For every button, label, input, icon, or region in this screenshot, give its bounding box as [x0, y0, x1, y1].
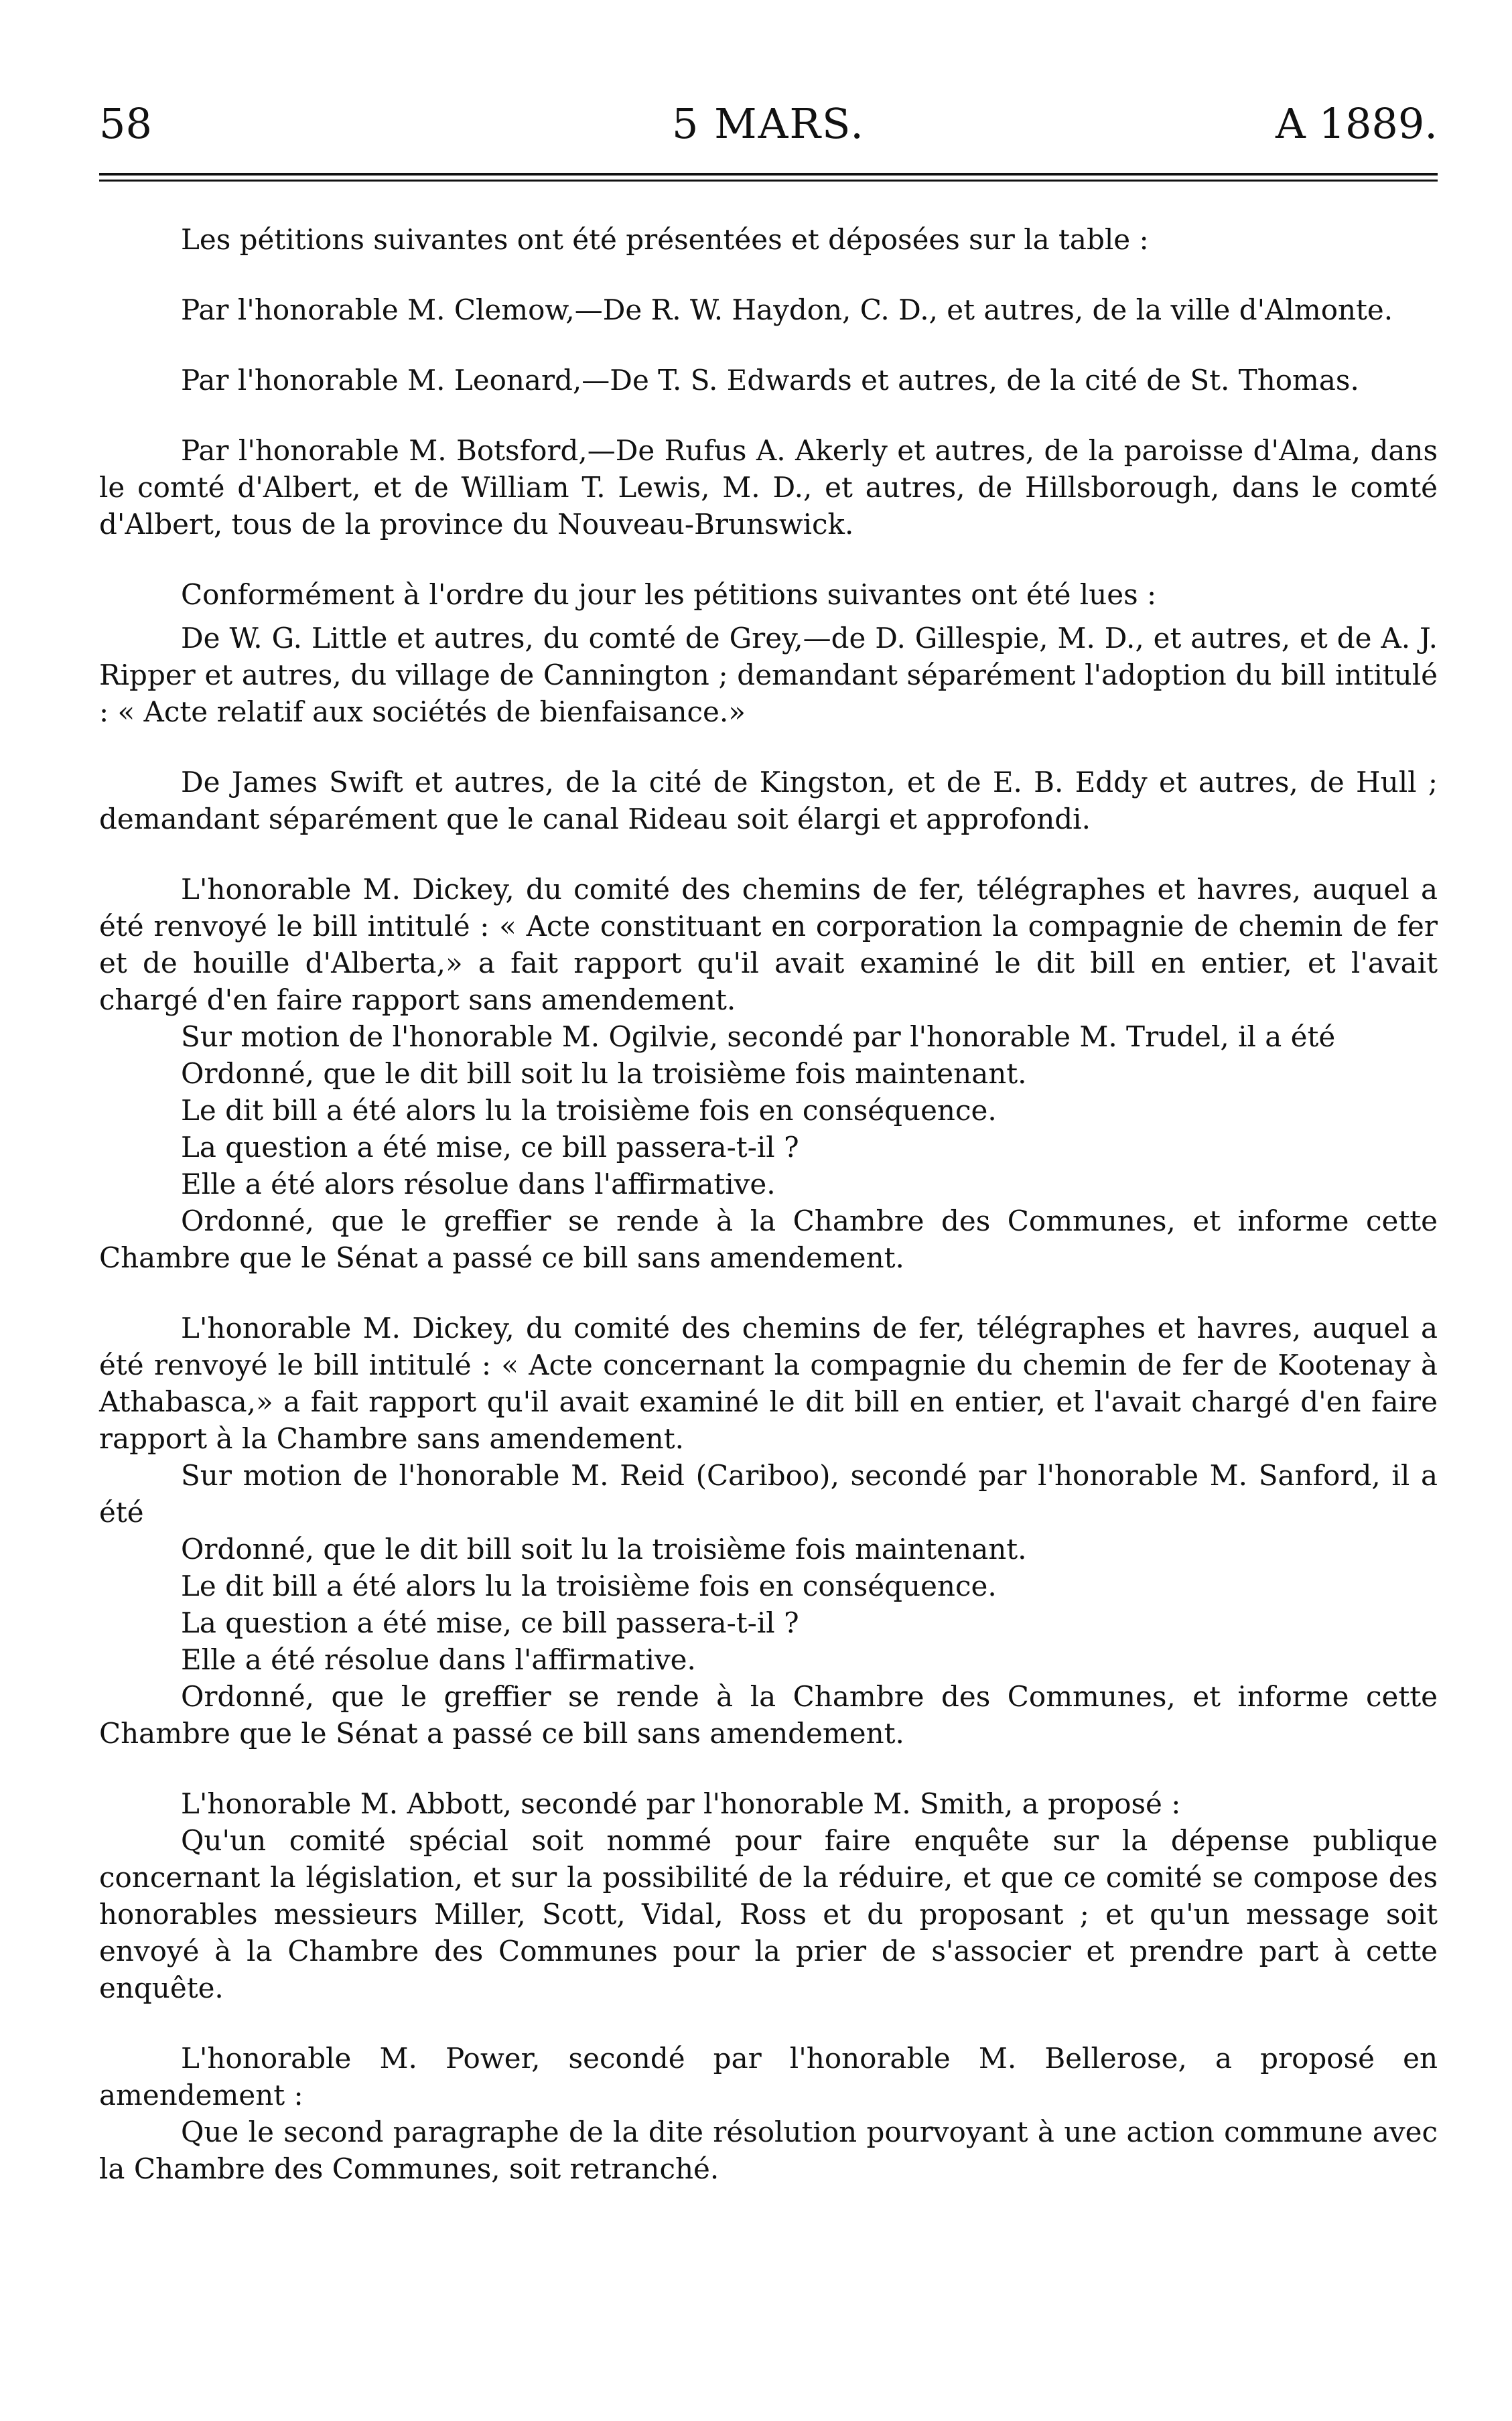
page-body — [99, 221, 1438, 2187]
page-header — [99, 94, 1438, 154]
paragraph-special-committee: Qu'un comité spécial soit nommé pour faire enquête sur la dépense publique concernant la législation, et sur la possibilité de la réduire, et que ce comité se compose des honorables messieurs Miller, Scott, Vidal, Ross et du proposant ; et qu'un message soit envoyé à la Chambre des Communes pour la prier de s'associer et prendre part à cette enquête. — [99, 1824, 1438, 2004]
paragraph-third-reading: Le dit bill a été alors lu la troisième fois en conséquence. — [181, 1094, 997, 1127]
paragraph-greffier: Ordonné, que le greffier se rende à la Chambre des Communes, et informe cette Chambre que le Sénat a passé ce bill sans amendement. — [99, 1204, 1438, 1274]
paragraph-power-amendment: L'honorable M. Power, secondé par l'honorable M. Bellerose, a proposé en amendement : — [99, 2042, 1438, 2112]
document-page — [99, 0, 1438, 2421]
paragraph-ordered-third-reading-2: Ordonné, que le dit bill soit lu la troisième fois maintenant. — [181, 1533, 1027, 1566]
paragraph-question: La question a été mise, ce bill passera-t-il ? — [181, 1131, 799, 1164]
paragraph-affirmative: Elle a été alors résolue dans l'affirmative. — [181, 1168, 776, 1200]
header-rule-bottom — [99, 180, 1438, 182]
header-rule-top — [99, 173, 1438, 176]
paragraph-abbott-motion: L'honorable M. Abbott, secondé par l'honorable M. Smith, a proposé : — [181, 1787, 1181, 1820]
paragraph-petitions-read: Conformément à l'ordre du jour les pétitions suivantes ont été lues : — [181, 578, 1157, 611]
paragraph-botsford: Par l'honorable M. Botsford,—De Rufus A. Akerly et autres, de la paroisse d'Alma, dans le comté d'Albert, et de William T. Lewis, M. D., et autres, de Hillsborough, dans le comté d'Albert, tous de la province du Nouveau-Brunswick. — [99, 434, 1438, 541]
paragraph-ogilvie-motion: Sur motion de l'honorable M. Ogilvie, secondé par l'honorable M. Trudel, il a été — [181, 1020, 1336, 1053]
paragraph-dickey-kootenay: L'honorable M. Dickey, du comité des chemins de fer, télégraphes et havres, auquel a été renvoyé le bill intitulé : « Acte concernant la compagnie du chemin de fer de Kootenay à Athabasca,» a fait rapport qu'il avait examiné le dit bill en entier, et l'avait chargé d'en faire rapport à la Chambre sans amendement. — [99, 1312, 1438, 1455]
page-date: 5 MARS. — [671, 99, 866, 148]
paragraph-affirmative-2: Elle a été résolue dans l'affirmative. — [181, 1643, 696, 1676]
paragraph-ordered-third-reading: Ordonné, que le dit bill soit lu la troisième fois maintenant. — [181, 1057, 1027, 1090]
paragraph-petitions-intro: Les pétitions suivantes ont été présentées et déposées sur la table : — [181, 223, 1149, 256]
paragraph-amendment-text: Que le second paragraphe de la dite résolution pourvoyant à une action commune avec la Chambre des Communes, soit retranché. — [99, 2116, 1438, 2185]
paragraph-clemow: Par l'honorable M. Clemow,—De R. W. Haydon, C. D., et autres, de la ville d'Almonte. — [181, 293, 1393, 326]
page-year: A 1889. — [1276, 99, 1438, 148]
paragraph-dickey-alberta: L'honorable M. Dickey, du comité des chemins de fer, télégraphes et havres, auquel a été renvoyé le bill intitulé : « Acte constituant en corporation la compagnie de chemin de fer et de houille d'Alberta,» a fait rapport qu'il avait examiné le dit bill en entier, et l'avait chargé d'en faire rapport sans amendement. — [99, 873, 1438, 1016]
paragraph-little: De W. G. Little et autres, du comté de Grey,—de D. Gillespie, M. D., et autres, et de A. J. Ripper et autres, du village de Cannington ; demandant séparément l'adoption du bill intitulé : « Acte relatif aux sociétés de bienfaisance.» — [99, 622, 1438, 728]
page-number: 58 — [99, 99, 152, 148]
paragraph-swift: De James Swift et autres, de la cité de Kingston, et de E. B. Eddy et autres, de Hull ; demandant séparément que le canal Rideau soit élargi et approfondi. — [99, 766, 1438, 835]
paragraph-question-2: La question a été mise, ce bill passera-t-il ? — [181, 1606, 799, 1639]
paragraph-leonard: Par l'honorable M. Leonard,—De T. S. Edwards et autres, de la cité de St. Thomas. — [181, 364, 1359, 397]
paragraph-greffier-2: Ordonné, que le greffier se rende à la Chambre des Communes, et informe cette Chambre que le Sénat a passé ce bill sans amendement. — [99, 1680, 1438, 1750]
paragraph-reid-motion: Sur motion de l'honorable M. Reid (Cariboo), secondé par l'honorable M. Sanford, il a été — [99, 1459, 1438, 1529]
paragraph-third-reading-2: Le dit bill a été alors lu la troisième fois en conséquence. — [181, 1570, 997, 1602]
